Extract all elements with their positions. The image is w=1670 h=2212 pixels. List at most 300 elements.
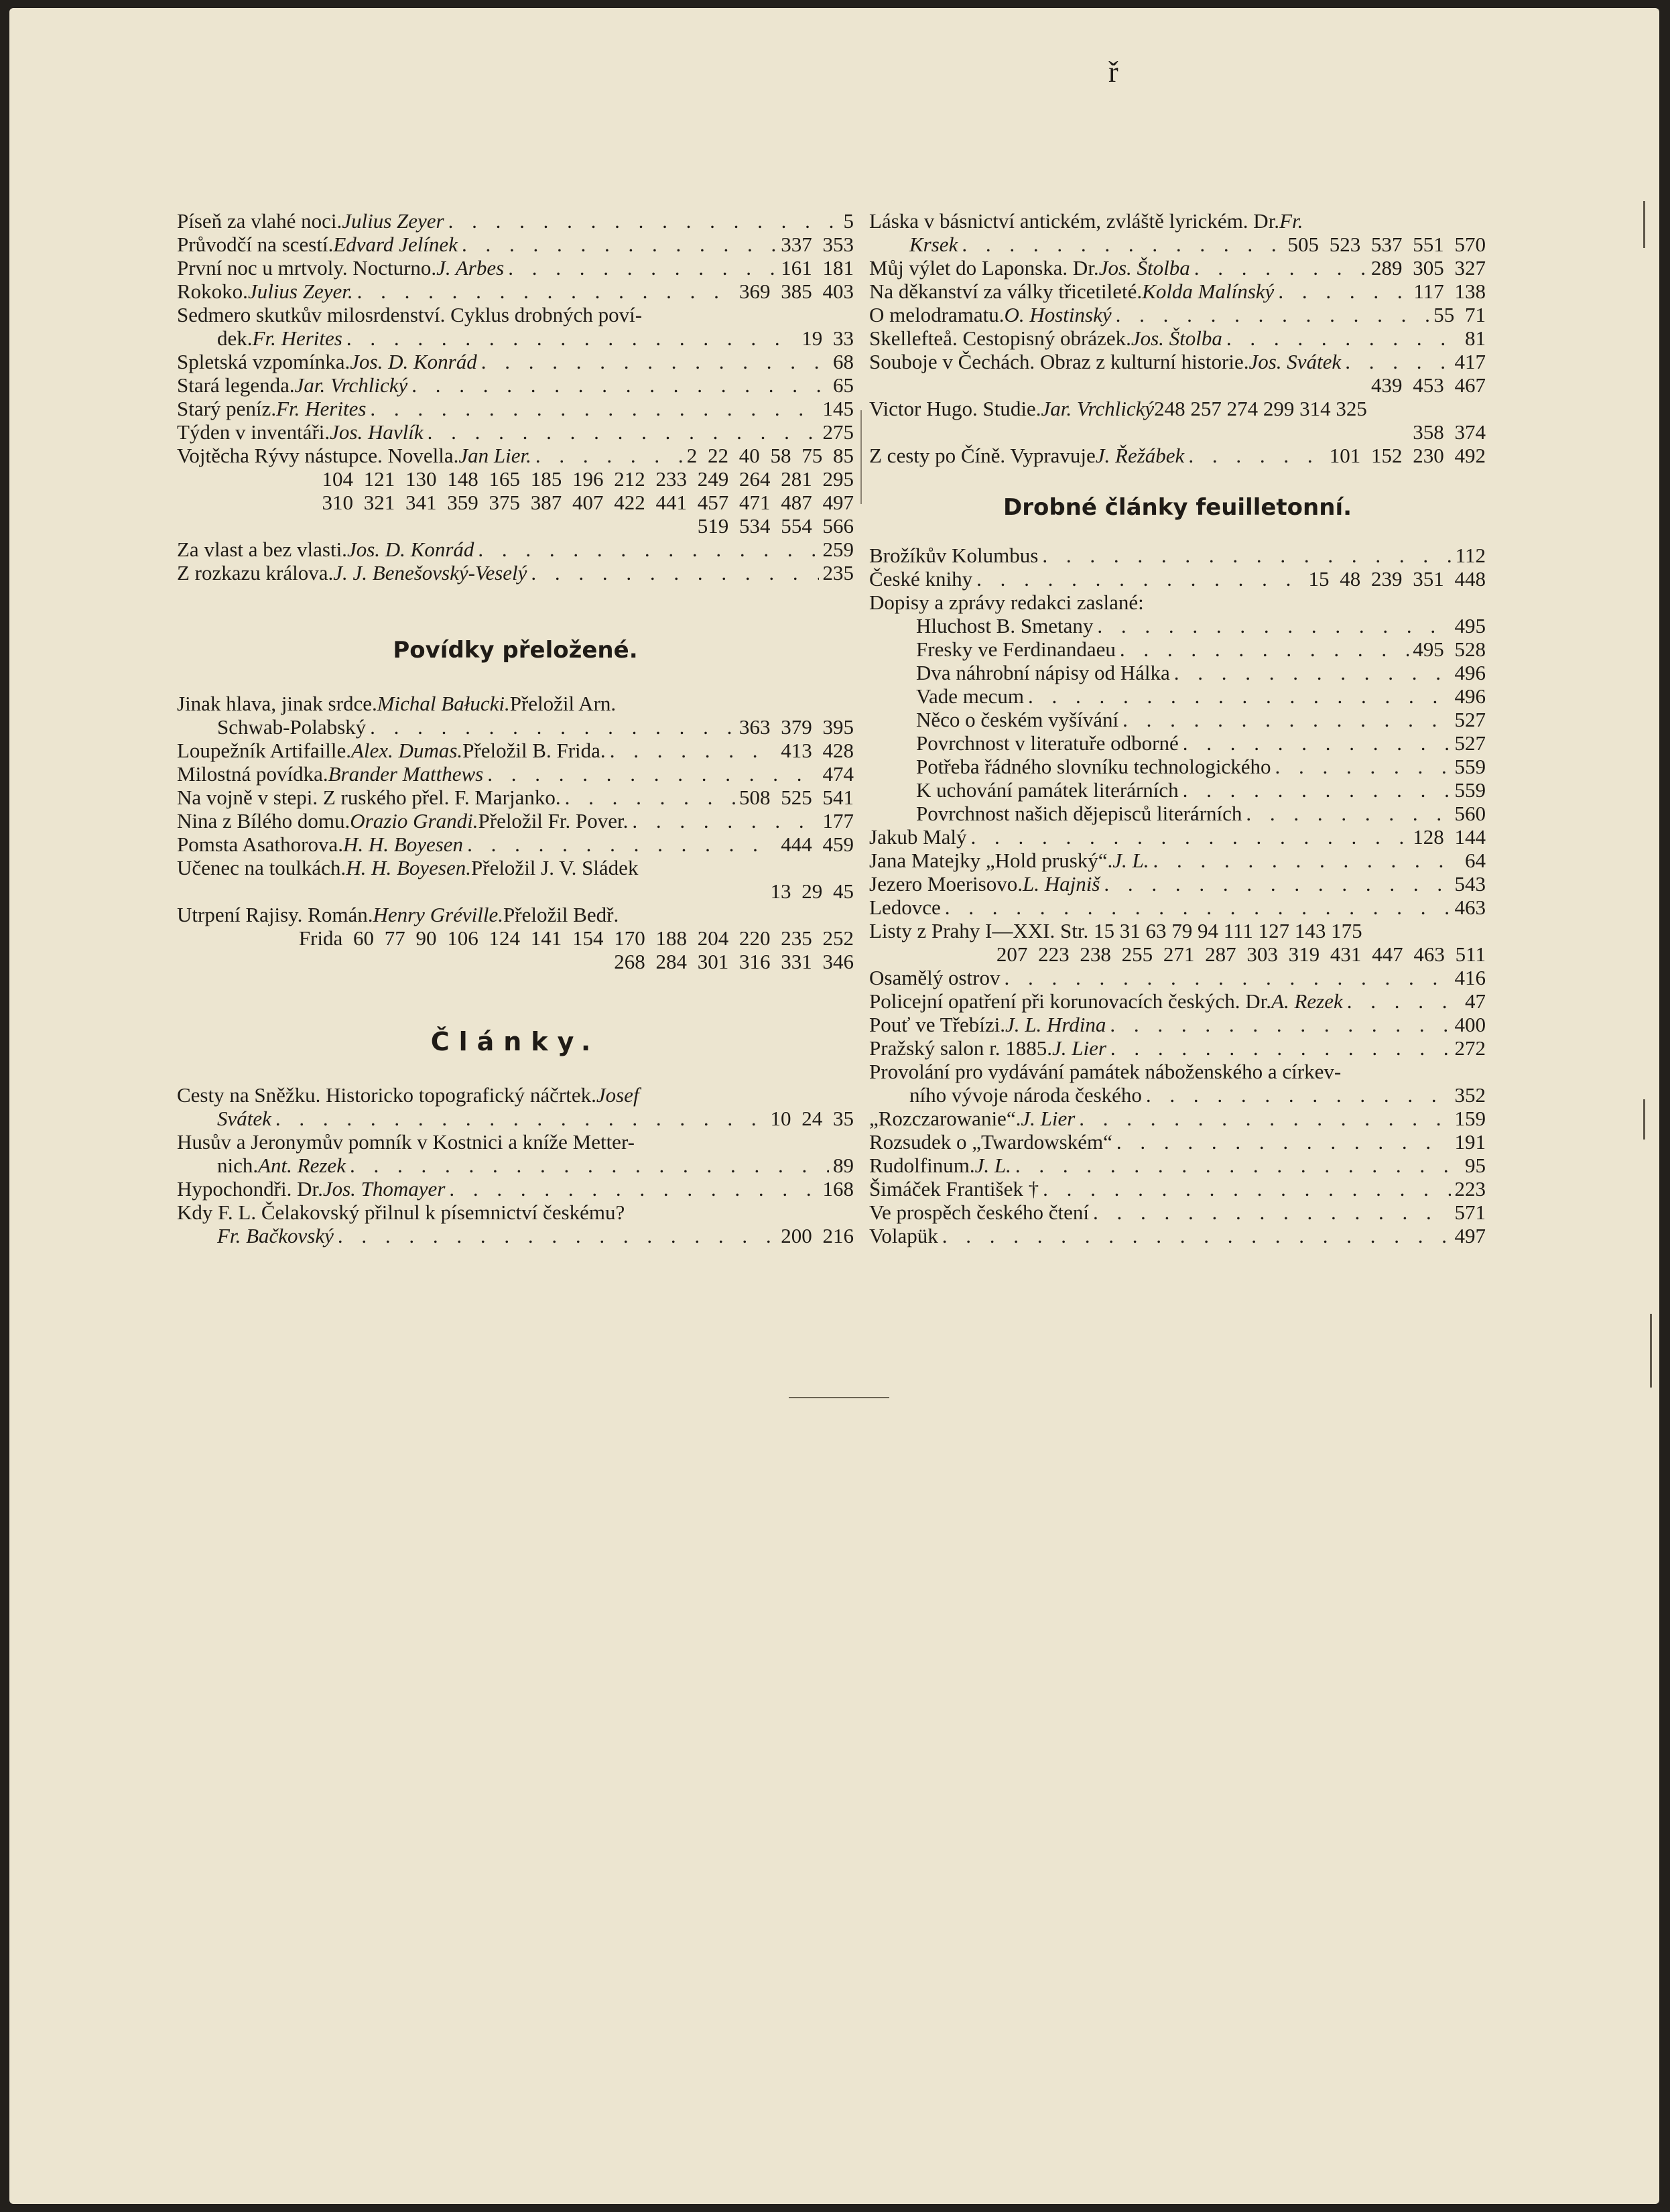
edge-mark: [1643, 1099, 1645, 1140]
entry-pages: 474: [822, 762, 854, 786]
entry-title: Můj výlet do Laponska. Dr.: [869, 256, 1099, 280]
entry-pages: 416: [1454, 966, 1486, 989]
entry-pages: 369 385 403: [739, 280, 854, 303]
entry-title: Z rozkazu králova.: [177, 561, 334, 585]
index-entry: [177, 1201, 854, 1247]
leader-dots: [531, 561, 818, 582]
entry-title: Jana Matejky „Hold pruský“.: [869, 849, 1113, 872]
index-entry: [869, 303, 1486, 326]
entry-pages: 207 223 238 255 271 287 303 319 431 447 463 511: [996, 942, 1486, 966]
leader-dots: [1097, 614, 1450, 635]
entry-pages: 543: [1454, 872, 1486, 896]
entry-author: Jos. D. Konrád: [346, 538, 474, 561]
leader-dots: [1104, 872, 1450, 893]
entry-author: Michal Bałucki.: [377, 692, 510, 715]
entry-author: Fr. Herites: [276, 397, 367, 420]
entry-title: Dopisy a zprávy redakci zaslané:: [869, 591, 1144, 614]
entry-pages: 560: [1454, 802, 1486, 825]
index-entry: [869, 708, 1486, 731]
entry-title: Nina z Bílého domu.: [177, 809, 350, 833]
entry-author: Fr. Bačkovský: [217, 1224, 334, 1247]
entry-title: Hluchost B. Smetany: [916, 614, 1094, 637]
entry-line: [869, 1224, 1486, 1247]
entry-title: Pražský salon r. 1885.: [869, 1036, 1052, 1060]
leader-dots: [1246, 802, 1450, 822]
entry-author: J. J. Benešovský-Veselý: [333, 561, 527, 585]
entry-line: [177, 809, 854, 833]
leader-dots: [945, 896, 1451, 916]
leader-dots: [1345, 350, 1450, 371]
leader-dots: [1146, 1083, 1451, 1104]
entry-pages: 55 71: [1433, 303, 1486, 326]
entry-pages-line: [177, 514, 854, 538]
index-entry: [869, 567, 1486, 591]
entry-title: Brožíkův Kolumbus: [869, 544, 1039, 567]
entry-author: Fr.: [1279, 209, 1303, 233]
entry-line: [869, 989, 1486, 1013]
index-entry: [869, 444, 1486, 467]
entry-pages: 191: [1454, 1130, 1486, 1154]
index-entry: [869, 872, 1486, 896]
entry-title: Povrchnost v literatuře odborné: [916, 731, 1179, 755]
leader-dots: [610, 739, 777, 759]
entry-pages: 527: [1454, 708, 1486, 731]
index-entry: [869, 1130, 1486, 1154]
entry-title: Rozsudek o „Twardowském“: [869, 1130, 1112, 1154]
articles-list: [177, 1083, 854, 1247]
entry-line-continued: [177, 1224, 854, 1247]
entry-author: L. Hajniš: [1023, 872, 1100, 896]
leader-dots: [1093, 1201, 1451, 1221]
entry-line-continued: [177, 1154, 854, 1177]
leader-dots: [449, 1177, 818, 1198]
entry-line: [869, 591, 1486, 614]
leader-dots: [1194, 256, 1367, 277]
entry-pages: 527: [1454, 731, 1486, 755]
index-entry: [177, 856, 854, 903]
entry-pages: 363 379 395: [739, 715, 854, 739]
entry-line: [177, 856, 854, 879]
entry-line: [869, 614, 1486, 637]
leader-dots: [1110, 1013, 1450, 1034]
entry-title: Osamělý ostrov: [869, 966, 1001, 989]
entry-author: Jos. Thomayer: [322, 1177, 446, 1201]
entry-pages: 95: [1465, 1154, 1486, 1177]
index-entry: [177, 903, 854, 973]
index-entry: [177, 762, 854, 786]
entry-pages-line: [869, 942, 1486, 966]
entry-title: Policejní opatření při korunovacích českých. Dr.: [869, 989, 1272, 1013]
index-entry: [869, 1177, 1486, 1201]
index-entry: [869, 1107, 1486, 1130]
index-entry: [869, 1036, 1486, 1060]
leader-dots: [1278, 280, 1409, 300]
entry-pages: 5: [843, 209, 854, 233]
entry-title: Provolání pro vydávání památek náboženského a církev-: [869, 1060, 1342, 1083]
entry-line: [869, 1130, 1486, 1154]
index-entry: [177, 1177, 854, 1201]
entry-title: Listy z Prahy I—XXI. Str. 15 31 63 79 94 111 127 143 175: [869, 919, 1362, 942]
entry-pages: 496: [1454, 661, 1486, 684]
entry-line: [869, 778, 1486, 802]
entry-pages: 235: [822, 561, 854, 585]
edge-mark: [1650, 1314, 1652, 1388]
entry-pages: 559: [1454, 755, 1486, 778]
entry-pages: 101 152 230 492: [1329, 444, 1486, 467]
entry-line: [869, 849, 1486, 872]
index-entry: [869, 256, 1486, 280]
entry-title: Vade mecum: [916, 684, 1024, 708]
index-entry: [869, 326, 1486, 350]
index-entry: [869, 778, 1486, 802]
index-entry: [177, 373, 854, 397]
entry-line: [177, 786, 854, 809]
entry-author: Alex. Dumas.: [350, 739, 463, 762]
entry-pages: 13 29 45: [770, 879, 854, 903]
entry-author: Henry Gréville.: [373, 903, 504, 926]
index-entry: [869, 919, 1486, 966]
entry-title: Pouť ve Třebízi.: [869, 1013, 1005, 1036]
entry-line: [869, 755, 1486, 778]
entry-line: [177, 397, 854, 420]
index-entry: [177, 209, 854, 233]
leader-dots: [1120, 637, 1409, 658]
leader-dots: [1188, 444, 1325, 465]
entry-title: Učenec na toulkách.: [177, 856, 346, 879]
index-entry: [869, 614, 1486, 637]
entry-line-continued: [869, 1083, 1486, 1107]
entry-author: A. Rezek: [1271, 989, 1343, 1013]
index-entry: [177, 1083, 854, 1130]
left-column: [177, 209, 854, 1247]
entry-author: Edvard Jelínek: [333, 233, 458, 256]
leader-dots: [428, 420, 819, 441]
footer-rule: [789, 1397, 889, 1398]
entry-pages: Frida 60 77 90 106 124 141 154 170 188 204 220 235 252: [298, 926, 854, 950]
entry-title: Volapük: [869, 1224, 938, 1247]
articles-list-continued: [869, 209, 1486, 467]
entry-pages: 223: [1454, 1177, 1486, 1201]
index-entry: [869, 1224, 1486, 1247]
entry-pages: 81: [1465, 326, 1486, 350]
entry-line: [869, 966, 1486, 989]
entry-title: Ve prospěch českého čtení: [869, 1201, 1089, 1224]
index-entry: [177, 303, 854, 350]
index-entry: [869, 684, 1486, 708]
entry-pages: 496: [1454, 684, 1486, 708]
entry-title: O melodramatu.: [869, 303, 1005, 326]
entry-line-continued: [177, 715, 854, 739]
entry-author: O. Hostinský: [1004, 303, 1112, 326]
entry-line: [869, 303, 1486, 326]
leader-dots: [1275, 755, 1450, 776]
entry-title: Týden v inventáři.: [177, 420, 330, 444]
entry-title: Utrpení Rajisy. Román.: [177, 903, 373, 926]
index-entry: [177, 1130, 854, 1177]
entry-line: [869, 256, 1486, 280]
entry-title: Přeložil B. Frida.: [462, 739, 606, 762]
leader-dots: [632, 809, 818, 830]
entry-title: České knihy: [869, 567, 973, 591]
entry-pages: 310 321 341 359 375 387 407 422 441 457 471 487 497: [322, 491, 854, 514]
translated-stories-list: [177, 692, 854, 973]
entry-author: Fr. Herites: [252, 326, 342, 350]
entry-pages: 559: [1454, 778, 1486, 802]
entry-line: [869, 661, 1486, 684]
entry-title: Láska v básnictví antickém, zvláště lyrickém. Dr.: [869, 209, 1280, 233]
entry-author: Jar. Vrchlický: [1041, 397, 1155, 420]
index-entry: [177, 739, 854, 762]
leader-dots: [971, 825, 1409, 846]
entry-author: J. L. Hrdina: [1005, 1013, 1106, 1036]
entry-line: [869, 326, 1486, 350]
entry-title: ního vývoje národa českého: [909, 1083, 1142, 1107]
index-entry: [869, 544, 1486, 567]
entry-pages: 571: [1454, 1201, 1486, 1224]
entry-pages: 64: [1465, 849, 1486, 872]
entry-author: J. Řežábek: [1095, 444, 1185, 467]
entry-title: Milostná povídka.: [177, 762, 328, 786]
entry-line: [869, 802, 1486, 825]
entry-title: Potřeba řádného slovníku technologického: [916, 755, 1271, 778]
index-entry: [869, 731, 1486, 755]
entry-title: Kdy F. L. Čelakovský přilnul k písemnictví českému?: [177, 1201, 625, 1224]
index-entry: [869, 1154, 1486, 1177]
leader-dots: [535, 444, 683, 465]
entry-author: Jos. D. Konrád: [350, 350, 477, 373]
entry-title: Něco o českém vyšívání: [916, 708, 1119, 731]
entry-title: Pomsta Asathorova.: [177, 833, 343, 856]
entry-title: Přeložil J. V. Sládek: [471, 856, 639, 879]
leader-dots: [478, 538, 818, 558]
entry-pages: 439 453 467: [1371, 373, 1486, 397]
entry-line: [869, 444, 1486, 467]
leader-dots: [370, 397, 818, 418]
entry-pages: 497: [1454, 1224, 1486, 1247]
leader-dots: [1122, 708, 1450, 729]
entry-line: [869, 567, 1486, 591]
entry-line: [869, 637, 1486, 661]
entry-line: [869, 350, 1486, 373]
entry-title: „Rozczarowanie“.: [869, 1107, 1021, 1130]
entry-pages: 337 353: [781, 233, 854, 256]
leader-dots: [1153, 849, 1461, 869]
entry-author: Julius Zeyer: [342, 209, 444, 233]
entry-line: [869, 1177, 1486, 1201]
index-entry: [869, 896, 1486, 919]
entry-author: Brander Matthews: [328, 762, 484, 786]
index-entry: [869, 397, 1486, 444]
entry-line: [869, 1107, 1486, 1130]
feuilletons-list: [869, 544, 1486, 1247]
index-entry: [177, 420, 854, 444]
entry-line: [177, 420, 854, 444]
entry-line: [177, 538, 854, 561]
entry-title: Husův a Jeronymův pomník v Kostnici a kníže Metter-: [177, 1130, 635, 1154]
entry-line: [869, 1036, 1486, 1060]
leader-dots: [1079, 1107, 1450, 1127]
entry-title: Rudolfinum.: [869, 1154, 975, 1177]
entry-line: [177, 1083, 854, 1107]
entry-line: [177, 692, 854, 715]
entry-pages: 400: [1454, 1013, 1486, 1036]
entry-line: [177, 444, 854, 467]
original-stories-list: [177, 209, 854, 585]
leader-dots: [1226, 326, 1461, 347]
index-entry: [177, 538, 854, 561]
index-entry: [869, 1060, 1486, 1107]
entry-line: [869, 1201, 1486, 1224]
leader-dots: [1043, 1177, 1450, 1198]
entry-pages: 275: [822, 420, 854, 444]
entry-line: [869, 280, 1486, 303]
entry-title: První noc u mrtvoly. Nocturno.: [177, 256, 437, 280]
index-entry: [177, 233, 854, 256]
leader-dots: [1347, 989, 1461, 1010]
leader-dots: [462, 233, 777, 253]
index-entry: [177, 256, 854, 280]
entry-pages: 259: [822, 538, 854, 561]
index-entry: [869, 989, 1486, 1013]
entry-pages: 417: [1454, 350, 1486, 373]
right-column: [869, 209, 1486, 1247]
entry-pages: 444 459: [781, 833, 854, 856]
entry-title: Starý peníz.: [177, 397, 277, 420]
entry-line: [177, 233, 854, 256]
entry-line-continued: [869, 233, 1486, 256]
entry-pages: 168: [822, 1177, 854, 1201]
entry-title: Sedmero skutkův milosrdenství. Cyklus drobných poví-: [177, 303, 643, 326]
entry-author: Ant. Rezek: [258, 1154, 346, 1177]
entry-title: dek.: [217, 326, 253, 350]
index-entry: [869, 661, 1486, 684]
leader-dots: [1116, 1130, 1451, 1151]
entry-line: [177, 833, 854, 856]
edge-mark: [1643, 201, 1645, 248]
entry-line: [869, 896, 1486, 919]
entry-title: Skellefteå. Cestopisný obrázek.: [869, 326, 1131, 350]
index-entry: [869, 966, 1486, 989]
entry-pages: 177: [822, 809, 854, 833]
entry-pages: 89: [833, 1154, 854, 1177]
entry-title: Z cesty po Číně. Vypravuje: [869, 444, 1096, 467]
entry-title: Na vojně v stepi. Z ruského přel. F. Marjanko.: [177, 786, 561, 809]
entry-line: [869, 1013, 1486, 1036]
entry-pages: 159: [1454, 1107, 1486, 1130]
leader-dots: [346, 326, 797, 347]
entry-line: [177, 1177, 854, 1201]
leader-dots: [1110, 1036, 1451, 1057]
entry-author: Jos. Štolba: [1131, 326, 1222, 350]
index-entry: [177, 397, 854, 420]
page-mark: ř: [1108, 56, 1118, 88]
entry-title: Přeložil Bedř.: [503, 903, 619, 926]
entry-pages: 117 138: [1413, 280, 1486, 303]
entry-title: Přeložil Arn.: [509, 692, 617, 715]
entry-pages: 413 428: [781, 739, 854, 762]
entry-line: [177, 280, 854, 303]
leader-dots: [1004, 966, 1450, 987]
entry-pages-line: [177, 950, 854, 973]
entry-title: Ledovce: [869, 896, 941, 919]
entry-pages: 15 48 239 351 448: [1308, 567, 1486, 591]
entry-line: [869, 397, 1486, 420]
leader-dots: [942, 1224, 1451, 1245]
entry-author: J. Lier: [1051, 1036, 1106, 1060]
entry-author: J. Lier: [1021, 1107, 1076, 1130]
entry-author: Krsek: [909, 233, 958, 256]
leader-dots: [1183, 778, 1451, 799]
entry-title: Na děkanství za války třicetileté.: [869, 280, 1143, 303]
leader-dots: [350, 1154, 829, 1174]
leader-dots: [1116, 303, 1430, 324]
entry-title: Povrchnost našich dějepisců literárních: [916, 802, 1242, 825]
entry-pages: 519 534 554 566: [697, 514, 854, 538]
entry-line: [177, 903, 854, 926]
entry-line: [177, 303, 854, 326]
entry-title: 248 257 274 299 314 325: [1154, 397, 1367, 420]
index-entry: [869, 350, 1486, 397]
entry-line-continued: [177, 1107, 854, 1130]
index-entry: [869, 802, 1486, 825]
entry-title: Stará legenda.: [177, 373, 295, 397]
entry-line: [177, 350, 854, 373]
entry-title: Fresky ve Ferdinandaeu: [916, 637, 1116, 661]
entry-title: Přeložil Fr. Pover.: [478, 809, 629, 833]
entry-pages-line: [177, 879, 854, 903]
entry-line: [177, 256, 854, 280]
entry-title: Průvodčí na scestí.: [177, 233, 334, 256]
entry-pages: 65: [833, 373, 854, 397]
leader-dots: [1183, 731, 1451, 752]
leader-dots: [1015, 1154, 1461, 1174]
index-entry: [177, 786, 854, 809]
entry-line: [177, 209, 854, 233]
section-heading-translated-stories: Povídky přeložené.: [393, 637, 638, 664]
entry-line: [869, 872, 1486, 896]
entry-pages: 10 24 35: [770, 1107, 854, 1130]
entry-pages: 495 528: [1413, 637, 1486, 661]
entry-title: Spletská vzpomínka.: [177, 350, 350, 373]
index-entry: [177, 444, 854, 538]
entry-title: Cesty na Sněžku. Historicko topografický náčrtek.: [177, 1083, 596, 1107]
leader-dots: [487, 762, 818, 783]
leader-dots: [565, 786, 735, 806]
entry-pages: 463: [1454, 896, 1486, 919]
index-entry: [177, 692, 854, 739]
entry-title: Píseň za vlahé noci.: [177, 209, 342, 233]
column-divider: [860, 410, 862, 504]
entry-author: Orazio Grandi.: [350, 809, 478, 833]
entry-pages-line: [177, 926, 854, 950]
entry-author: Jos. Svátek: [1248, 350, 1342, 373]
entry-line: [177, 739, 854, 762]
entry-title: nich.: [217, 1154, 259, 1177]
entry-author: H. H. Boyesen.: [346, 856, 471, 879]
entry-pages-line: [869, 373, 1486, 397]
leader-dots: [508, 256, 777, 277]
leader-dots: [448, 209, 840, 230]
entry-pages: 289 305 327: [1371, 256, 1486, 280]
leader-dots: [1174, 661, 1451, 682]
entry-author: J. L.: [1112, 849, 1149, 872]
section-heading-articles: Články.: [430, 1027, 600, 1056]
entry-line: [177, 1201, 854, 1224]
entry-author: Jan Lier.: [458, 444, 531, 467]
leader-dots: [275, 1107, 767, 1127]
entry-pages: 161 181: [781, 256, 854, 280]
entry-line: [177, 561, 854, 585]
